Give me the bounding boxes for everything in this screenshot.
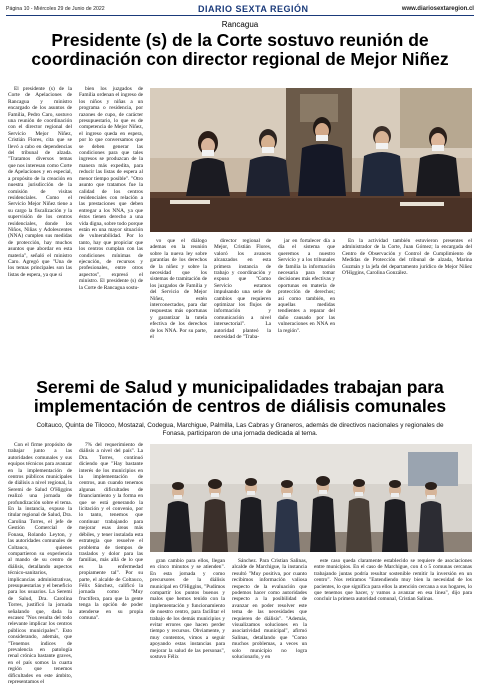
story1-column-5: jar en fortalecer día a día el sistema que queremos a nuestro Servicio y a los tribunales de familia la información necesaria para tomar decisiones más efectivas y oportunas en materia de protección de derechos; así como también, en aquellas medidas tendientes a reparar del daño causado por las vulneraciones en NNA en la región".	[278, 238, 335, 334]
story1-headline: Presidente (s) de la Corte sostuvo reunión de coordinación con director regional de Mejor Niñez	[31, 30, 449, 69]
story1-kicker: Rancagua	[221, 20, 259, 29]
story1-column-3: vo que el diálogo ademas en la reunión sobre la nueva ley sobre garantías de los derechos de la niñez y sobre la necesidad que los sistemas de tramitación de los juzgados de Familia y del Servicio de Mejor Niñez, estén interconectados, para dar respuestas más oportunas y garantizar la tutela efectiva de los derechos de los NNA. Por su parte, el	[150, 238, 207, 341]
newspaper-brand: DIARIO SEXTA REGIÓN	[197, 4, 309, 14]
story2-column-1: Con el firme propósito de trabajar junto a las autoridades comunales y sus equipos técnicos para avanzar en la implementación de centros públicos municipales de diálisis a nivel regional, la Seremi de Salud O'Higgins realizó una jornada de profundización sobre el tema. En la instancia, expuso la titular regional de Salud, Dra. Carolina Torres, el jefe de Gestión Comercial de Fonasa, Rolando Leyton, y las autoridades comunales de Coltauco, quienes compartieron su experiencia al mando de su centro de diálisis, detallando aspectos técnico-sanitarios, implicancias administrativas, presupuestarias y el beneficio para los usuarios. La Seremi de Salud, Dra. Carolina Torres, justificó la jornada señalando que, dada la escasez "Nos resulta del todo relevante implicar los centros públicos municipales". Esto considerando, además, que "Tenemos índices de prevalencia en patología renal crónica bastante graves, en el país somos la cuarta región que tenemos dificultades en este ámbito, representamos el	[8, 442, 72, 685]
story2-subdeck: Coltauco, Quinta de Tilcoco, Mostazal, Codegua, Marchigue, Palmilla, Las Cabras y Graneros, además de directivos nacionales y regionales de Fonasa, participaron de una jornada dedicada al tema.	[36, 422, 444, 437]
story2-column-2: 7% del requerimiento de diálisis a nivel del país". La Dra. Torres, continuó diciendo que "Hay bastante interés de los municipios en la implementación de centros, aun cuando tenemos algunas dificultades de financiamiento y la forma en que se está generando la licitación y el convenio, por lo tanto, tenemos que continuar trabajando para mejorar esas áreas más débiles, y tener instalada esta estrategia que resuelve el problema de tiempos de traslados y dolor para las familias, más allá de lo que es la enfermedad propiamente tal". Por su parte, el alcalde de Coltauco, Félix Sánchez, calificó la jornada como "Muy fructífera, para que la gente tenga la opción de poder atenderse en su propia comuna".	[79, 442, 143, 621]
story2-column-4: Sánchez. Para Cristian Salinas, alcalde de Marchigue, la instancia resultó "Muy positiva, por cuanto recibimos información valiosa respecto de la evaluación que podemos hacer como autoridades respecto a la posibilidad de avanzar en poder resolver este tema de las necesidades que requieren de diálisis". "Además, visualizamos soluciones en la asociatividad municipal", afirmó Salinas, detallando que "Como muchos problemas, a veces un solo municipio no logra solucionarlo, y en	[232, 558, 307, 661]
story2-headline: Seremi de Salud y municipalidades trabajan para implementación de centros de diálisis comunales	[33, 377, 447, 416]
story1-column-1: El presidente (s) de la Corte de Apelaciones de Rancagua y ministro encargado de los asuntos de Familia, Pedro Caro, sostuvo una reunión de coordinación con el director regional del Servicio Mejor Niñez, Cristián Flores, cita que se llevó a cabo en dependencias del tribunal de alzada. "Tratamos diversos temas que nos interesan como Corte de Apelaciones y en especial, a propósito de la creación en nuestra jurisdicción de la comisión de visitas residenciales. Como el Servicio Mejor Niñez tiene a su cargo la fiscalización y la supervisión de los centros residenciales, donde los Niños, Niñas y Adolescentes (NNA) cumplen sus medidas de protección, hay muchos asuntos que abordar en esta materia", señaló el ministro Caro. Agregó que "Una de los temas principales son las listas de espera, ya que si	[8, 86, 72, 278]
story2-column-3: gran cambio para ellos, llegan en cinco minutos y se atienden". En esta jornada y como precursores de la diálisis municipal en O'Higgins, "Pudimos compartir los puntos buenos y malos que hemos tenido con la implementación y funcionamiento de nuestro centro, para facilitar el trabajo de los demás municipios y evitar errores que hacen perder tiempo y recursos. Obviamente, y muy contentos, vimos a seguir apoyando estas instancias para mejorar la salud de las personas", sostuvo Félix	[150, 558, 225, 661]
page-date: Página 10 - Miércoles 29 de Junio de 2022	[6, 6, 105, 12]
story1-column-4: director regional de Mejor, Cristián Flores, valoró los avances alcanzados en esta primera instancia de trabajo y coordinación y expuso que "Como Servicio estamos impulsando una serie de cambios que requieren optimizar los flujos de información y comunicación a nivel intersectorial". La autoridad planteó la necesidad de "Traba-	[214, 238, 271, 341]
story1-column-2: bien los juzgados de Familia ordenan el ingreso de los niños y niñas a un programa o residencia, por razones de cupo, de carácter presupuestario, lo que es de competencia de Mejor Niñez, el ingreso queda en espera, por lo que conversamos que se deben generar las condiciones para que tales ingresos se produzcan de la manera más expedita, para reducir las listas de espera al menor tiempo posible". "Otro asunto que tratamos fue la calidad de los centros residenciales con relación a las prestaciones que deben entregar a los NNA, ya que éstos tienen derecho a una vida digna, sobre todo porque están en una mayor situación de vulnerabilidad. Por lo tanto, hay que propiciar que los centros cumplan con las condiciones mínimas de ejecución, de recursos y profesionales, entre otros aspectos", expresó el ministro. El presidente (s) de la Corte de Rancagua sostu-	[79, 86, 143, 291]
newspaper-url: www.diariosextaregion.cl	[401, 6, 474, 12]
story1-column-6: En la actividad también estuvieron presentes el administrador de la Corte, Juan Gómez; la encargada del Centro de Observación y Control de Cumplimiento de Medidas de Protección del tribunal de alzada, Marina Guzmán y la jefa del departamento jurídico de Mejor Niñez O'Higgins, Carolina González.	[342, 238, 472, 277]
story2-photo-group	[150, 444, 472, 552]
header-rule	[6, 15, 474, 16]
story2-column-5: este caso queda claramente establecido se requiere de asociaciones entre municipios. En el caso de Marchigue, con 4 o 5 comunas cercanas trabajando juntas podría resultar sostenible remitir la inversión en un centro". Nos retiramos "Entendiendo muy bien la necesidad de los pacientes, lo que significa para ellos la atención cercana a sus hogares, lo que tenemos que hacer, y vamos a avanzar en esa línea", dijo para concluir la primera autoridad comunal, Cristian Salinas.	[314, 558, 472, 603]
story1-photo-meeting	[150, 88, 472, 232]
page-header	[6, 3, 474, 15]
